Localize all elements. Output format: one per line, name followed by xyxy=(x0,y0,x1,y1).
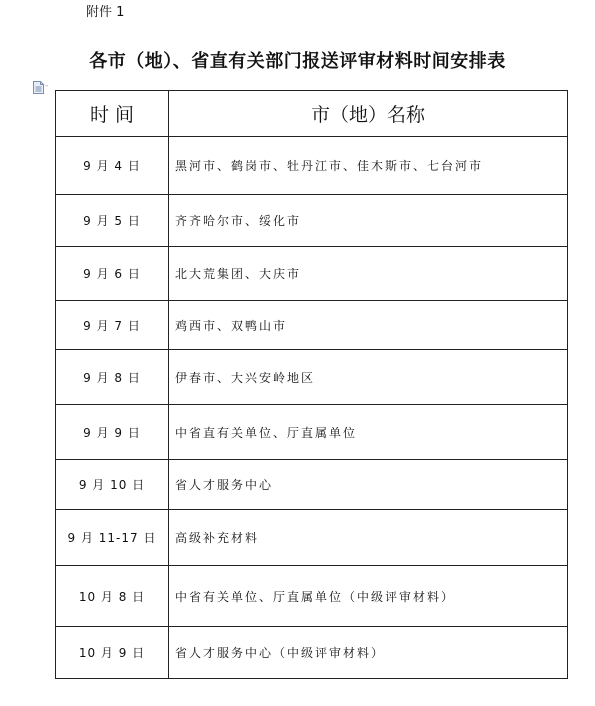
row-city-name: 北大荒集团、大庆市 xyxy=(169,247,568,301)
table-body xyxy=(56,137,568,679)
row-date: 9 月 10 日 xyxy=(56,460,169,510)
header-city-name: 市（地）名称 xyxy=(169,91,568,137)
table-header-row xyxy=(56,91,568,137)
paragraph-mark: - xyxy=(45,81,49,91)
header-time: 时 间 xyxy=(56,91,169,137)
table-row xyxy=(56,137,568,195)
document-title: 各市（地）、省直有关部门报送评审材料时间安排表 xyxy=(89,51,506,72)
row-date: 9 月 6 日 xyxy=(56,247,169,301)
row-city-name: 省人才服务中心（中级评审材料） xyxy=(169,627,568,679)
row-city-name: 中省直有关单位、厅直属单位 xyxy=(169,405,568,460)
row-city-name: 鸡西市、双鸭山市 xyxy=(169,301,568,350)
table-row xyxy=(56,566,568,627)
schedule-table xyxy=(55,90,568,679)
table-row xyxy=(56,627,568,679)
row-city-name: 黑河市、鹤岗市、牡丹江市、佳木斯市、七台河市 xyxy=(169,137,568,195)
table-row xyxy=(56,301,568,350)
table-row xyxy=(56,510,568,566)
row-date: 9 月 11-17 日 xyxy=(56,510,169,566)
row-city-name: 中省有关单位、厅直属单位（中级评审材料） xyxy=(169,566,568,627)
row-city-name: 伊春市、大兴安岭地区 xyxy=(169,350,568,405)
table-row xyxy=(56,405,568,460)
attachment-label: 附件 1 xyxy=(86,5,125,20)
row-date: 9 月 9 日 xyxy=(56,405,169,460)
row-city-name: 高级补充材料 xyxy=(169,510,568,566)
row-city-name: 齐齐哈尔市、绥化市 xyxy=(169,195,568,247)
table-row xyxy=(56,460,568,510)
row-date: 10 月 8 日 xyxy=(56,566,169,627)
table-row xyxy=(56,195,568,247)
row-date: 9 月 7 日 xyxy=(56,301,169,350)
document-icon xyxy=(33,81,44,94)
table-row xyxy=(56,350,568,405)
row-date: 10 月 9 日 xyxy=(56,627,169,679)
row-city-name: 省人才服务中心 xyxy=(169,460,568,510)
row-date: 9 月 5 日 xyxy=(56,195,169,247)
table-row xyxy=(56,247,568,301)
row-date: 9 月 8 日 xyxy=(56,350,169,405)
row-date: 9 月 4 日 xyxy=(56,137,169,195)
